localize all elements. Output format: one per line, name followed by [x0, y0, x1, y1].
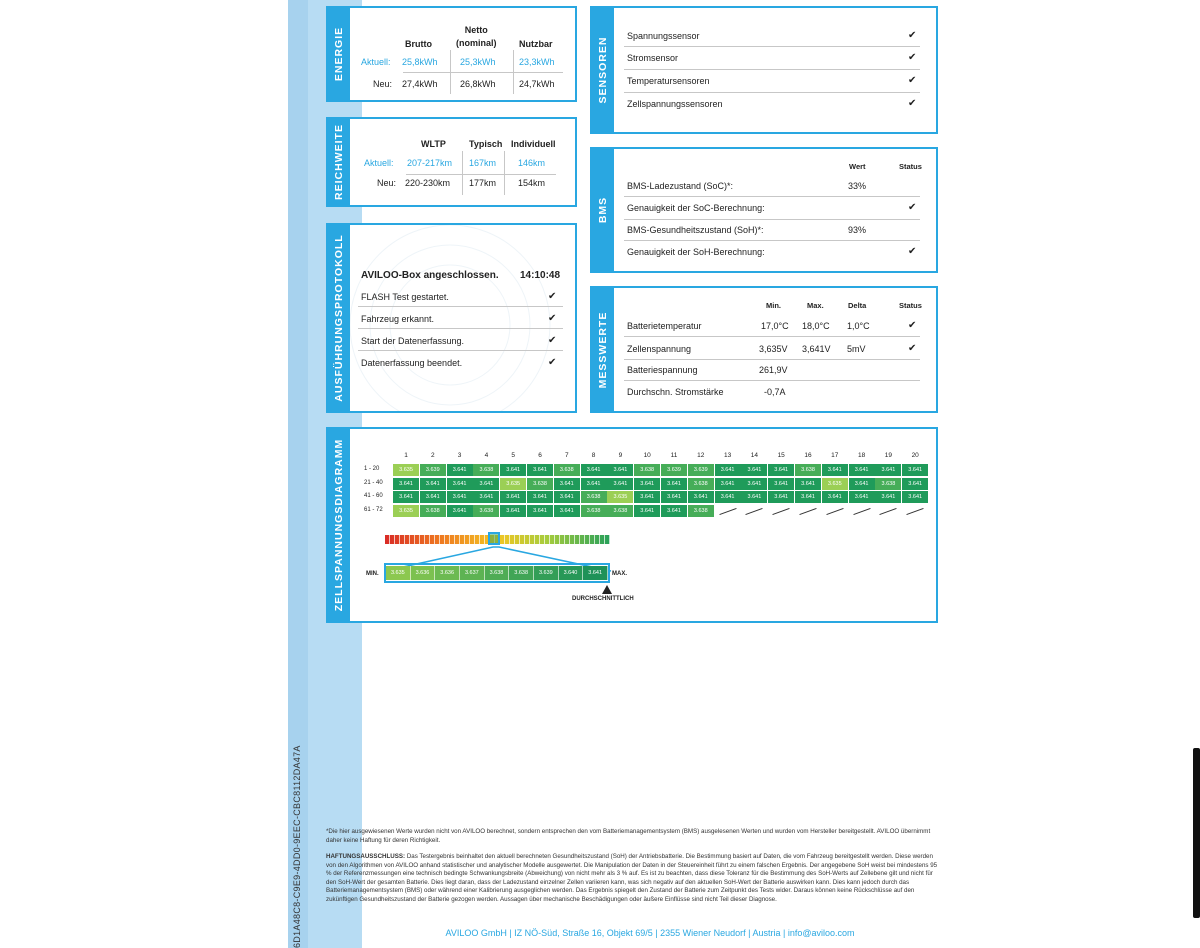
zoomed-scale [384, 563, 610, 583]
energie-panel [326, 6, 577, 102]
column-number: 15 [777, 452, 785, 459]
column-number: 7 [564, 452, 569, 459]
cell-voltage: 3.641 [447, 478, 473, 490]
cell-voltage: 3.641 [500, 464, 526, 476]
energie-neu-netto: 26,8kWh [460, 79, 496, 89]
reichweite-aktuell-typisch: 167km [469, 158, 497, 168]
cell-voltage: 3.641 [420, 491, 446, 503]
scale-cell: 3.637 [460, 566, 485, 580]
cell-voltage: 3.641 [473, 478, 499, 490]
cell-voltage: 3.635 [393, 505, 419, 517]
reichweite-panel [326, 117, 577, 207]
scale-cell: 3.638 [485, 566, 510, 580]
cell-voltage: 3.638 [688, 505, 714, 517]
bms-row-3-label: BMS-Gesundheitszustand (SoH)*: [627, 225, 764, 235]
cell-voltage: 3.641 [393, 491, 419, 503]
cell-voltage: 3.641 [902, 464, 928, 476]
sensor-item-3: Temperatursensoren [627, 76, 710, 86]
empty-cell-dash [799, 507, 816, 514]
reichweite-col-typisch: Typisch [469, 139, 503, 149]
cell-voltage: 3.641 [875, 464, 901, 476]
messwerte-row-1-min: 17,0°C [761, 321, 789, 331]
cell-voltage: 3.641 [420, 478, 446, 490]
cell-voltage: 3.638 [875, 478, 901, 490]
zellspannung-panel [326, 427, 938, 623]
messwerte-row-4-label: Durchschn. Stromstärke [627, 387, 724, 397]
check-icon: ✔ [548, 291, 557, 302]
cell-voltage: 3.641 [661, 478, 687, 490]
column-number: 17 [831, 452, 839, 459]
cell-voltage: 3.641 [500, 505, 526, 517]
empty-cell-dash [719, 507, 736, 514]
messwerte-row-2-min: 3,635V [759, 344, 788, 354]
bms-row-4-label: Genauigkeit der SoH-Berechnung: [627, 247, 765, 257]
cell-voltage: 3.635 [607, 491, 633, 503]
reichweite-neu-wltp: 220-230km [405, 178, 451, 188]
bms-row-1-label: BMS-Ladezustand (SoC)*: [627, 181, 734, 191]
check-icon: ✔ [548, 357, 557, 368]
cell-voltage: 3.641 [902, 478, 928, 490]
cell-voltage: 3.641 [607, 478, 633, 490]
cell-voltage: 3.641 [554, 478, 580, 490]
empty-cell-dash [907, 507, 924, 514]
messwerte-col-min: Min. [766, 301, 781, 310]
cell-voltage: 3.641 [849, 491, 875, 503]
check-icon: ✔ [908, 75, 917, 86]
max-label: MAX. [612, 571, 627, 577]
cell-voltage: 3.641 [688, 491, 714, 503]
cell-voltage: 3.638 [634, 464, 660, 476]
row-label: 1 - 20 [364, 466, 380, 472]
messwerte-row-2-delta: 5mV [847, 344, 866, 354]
reichweite-col-wltp: WLTP [421, 139, 446, 149]
column-number: 20 [911, 452, 919, 459]
sensoren-panel [590, 6, 938, 134]
column-number: 19 [884, 452, 892, 459]
sensor-item-1: Spannungssensor [627, 31, 700, 41]
cell-voltage: 3.639 [688, 464, 714, 476]
cell-voltage: 3.641 [715, 491, 741, 503]
cell-voltage: 3.641 [581, 478, 607, 490]
column-number: 4 [484, 452, 489, 459]
check-icon: ✔ [548, 313, 557, 324]
empty-cell-dash [880, 507, 897, 514]
energie-aktuell-netto: 25,3kWh [460, 57, 496, 67]
messwerte-col-status: Status [899, 301, 922, 310]
cell-voltage: 3.641 [795, 491, 821, 503]
cell-voltage: 3.641 [661, 491, 687, 503]
cell-voltage: 3.641 [741, 464, 767, 476]
messwerte-row-1-label: Batterietemperatur [627, 321, 702, 331]
average-label: DURCHSCHNITTLICH [572, 596, 634, 602]
column-number: 8 [591, 452, 596, 459]
column-number: 6 [538, 452, 542, 459]
document-id: 6D1A48C8-C9E9-4DD0-9EEC-CBC8112DA47A [292, 745, 302, 948]
cell-voltage: 3.641 [447, 491, 473, 503]
cell-voltage: 3.641 [768, 478, 794, 490]
row-label: 61 - 72 [364, 506, 383, 513]
column-number: 14 [750, 452, 758, 459]
cell-voltage: 3.638 [795, 464, 821, 476]
cell-voltage: 3.639 [420, 464, 446, 476]
energie-aktuell-brutto: 25,8kWh [402, 57, 438, 67]
row-label: 41 - 60 [364, 493, 383, 499]
cell-voltage: 3.641 [447, 464, 473, 476]
cell-voltage: 3.641 [473, 491, 499, 503]
empty-cell-dash [746, 507, 763, 514]
cell-voltage: 3.641 [902, 491, 928, 503]
energie-row-aktuell-label: Aktuell: [361, 57, 391, 67]
cell-voltage: 3.635 [393, 464, 419, 476]
sensor-item-2: Stromsensor [627, 53, 679, 63]
bms-row-1-wert: 33% [848, 181, 867, 191]
cell-voltage: 3.638 [688, 478, 714, 490]
bms-panel [590, 147, 938, 273]
protokoll-item-4: Datenerfassung beendet. [361, 358, 463, 368]
column-number: 18 [857, 452, 866, 459]
cell-voltage: 3.641 [500, 491, 526, 503]
cell-voltage: 3.635 [822, 478, 848, 490]
protokoll-time: 14:10:48 [520, 270, 561, 281]
haftung-text: Das Testergebnis beinhaltet den aktuell berechneten Gesundheitszustand (SoH) der Antriebsbatterie. Die Bestimmung basiert auf Daten, die vom Fahrzeug bereitgestellt werden. Diese werden von den Algorithmen von AVILOO anhand statistischer und analytischer Modelle ausgewertet. Die Manipulation der Daten in der Steuereinheit führt zu einem falschen Ergebnis. Der angegebene SoH weist bei mindestens 95 % der Referenzmessungen eine technisch bedingte Schwankungsbreite (Abweichung) von nicht mehr als 3 % auf. Es ist zu beachten, dass diese Toleranz für die Bestimmung des SoH-Werts auf Zellebene gilt und nicht für den SoH-Wert der gesamten Batterie. Dies liegt daran, dass der Ladezustand einzelner Zellen variieren kann, was sich negativ auf den aktuellen SoH-Wert der Batterie auswirken kann. Dies kann jedoch durch das Batteriemanagementsystem (BMS) oder während einer Kalibrierung ausgeglichen werden. Das Ergebnis spiegelt den Zustand der Batterie zum Zeitpunkt des Tests wider. Daraus können keine Rückschlüsse auf den zukünftigen Gesundheitszustand der Batterie gezogen werden. Aussagen über mechanische Beschädigungen oder äußere Einflüsse sind nicht Teil dieser Diagnose. [326, 853, 938, 903]
messwerte-row-1-delta: 1,0°C [847, 321, 870, 331]
messwerte-row-1-max: 18,0°C [802, 321, 830, 331]
messwerte-tag: MESSWERTE [592, 288, 614, 411]
cell-voltage: 3.641 [607, 464, 633, 476]
haftungsausschluss [326, 853, 938, 905]
cell-voltage: 3.641 [849, 478, 875, 490]
messwerte-row-2-label: Zellenspannung [627, 344, 692, 354]
cell-voltage: 3.641 [768, 464, 794, 476]
bms-row-3-wert: 93% [848, 225, 867, 235]
column-number: 12 [697, 452, 705, 459]
bms-footnote: *Die hier ausgewiesenen Werte wurden nicht von AVILOO berechnet, sondern entsprechen den vom Batteriemanagementsystem (BMS) ausgelesenen Werten und wurden vom Hersteller bereitgestellt. AVILOO übernimmt daher keine Haftung für deren Richtigkeit. [326, 828, 931, 844]
cell-voltage: 3.638 [473, 464, 499, 476]
cell-voltage: 3.641 [715, 464, 741, 476]
scale-cell: 3.636 [435, 566, 460, 580]
cell-voltage: 3.641 [661, 505, 687, 517]
energie-row-neu-label: Neu: [373, 79, 393, 89]
column-number: 9 [618, 452, 623, 459]
messwerte-row-2-max: 3,641V [802, 344, 831, 354]
cell-voltage: 3.641 [393, 478, 419, 490]
reichweite-row-aktuell-label: Aktuell: [364, 158, 394, 168]
cell-voltage: 3.641 [741, 478, 767, 490]
scale-cell: 3.641 [583, 566, 608, 580]
reichweite-aktuell-wltp: 207-217km [407, 158, 453, 168]
cell-voltage: 3.641 [849, 464, 875, 476]
check-icon: ✔ [908, 343, 917, 354]
messwerte-panel [590, 286, 938, 413]
cell-voltage: 3.641 [554, 505, 580, 517]
bms-col-wert: Wert [849, 162, 866, 171]
energie-col-brutto: Brutto [405, 39, 432, 49]
reichweite-col-individuell: Individuell [511, 139, 556, 149]
cell-voltage: 3.641 [554, 491, 580, 503]
column-number: 10 [643, 452, 651, 459]
zellspannung-tag: ZELLSPANNUNGSDIAGRAMM [328, 429, 350, 621]
cell-voltage: 3.638 [527, 478, 553, 490]
messwerte-row-3-label: Batteriespannung [627, 365, 698, 375]
protokoll-title: AVILOO-Box angeschlossen. [361, 270, 499, 281]
protokoll-panel [326, 223, 577, 413]
cell-voltage: 3.641 [634, 505, 660, 517]
reichweite-neu-individuell: 154km [518, 178, 546, 188]
scroll-handle[interactable] [1193, 748, 1200, 918]
energie-neu-nutzbar: 24,7kWh [519, 79, 555, 89]
cell-voltage: 3.641 [875, 491, 901, 503]
column-number: 2 [430, 452, 435, 459]
sensoren-tag: SENSOREN [592, 8, 614, 132]
cell-voltage: 3.638 [581, 491, 607, 503]
reichweite-aktuell-individuell: 146km [518, 158, 546, 168]
cell-voltage: 3.638 [581, 505, 607, 517]
bms-col-status: Status [899, 162, 922, 171]
protokoll-tag: AUSFÜHRUNGSPROTOKOLL [328, 225, 350, 411]
haftung-title: HAFTUNGSAUSSCHLUSS: [326, 853, 406, 860]
cell-voltage-grid [328, 429, 936, 621]
reichweite-row-neu-label: Neu: [377, 178, 397, 188]
scale-cell: 3.636 [411, 566, 436, 580]
cell-voltage: 3.641 [822, 464, 848, 476]
bms-tag: BMS [592, 149, 614, 271]
cell-voltage: 3.641 [822, 491, 848, 503]
cell-voltage: 3.641 [527, 491, 553, 503]
cell-voltage: 3.641 [634, 491, 660, 503]
empty-cell-dash [826, 507, 843, 514]
check-icon: ✔ [908, 30, 917, 41]
energie-tag: ENERGIE [328, 8, 350, 100]
cell-voltage: 3.635 [500, 478, 526, 490]
column-number: 16 [804, 452, 812, 459]
check-icon: ✔ [908, 246, 917, 257]
column-number: 3 [457, 452, 462, 459]
cell-voltage: 3.641 [527, 505, 553, 517]
scale-cell: 3.635 [386, 566, 411, 580]
cell-voltage: 3.641 [447, 505, 473, 517]
column-number: 5 [511, 452, 515, 459]
cell-voltage: 3.638 [420, 505, 446, 517]
reichweite-neu-typisch: 177km [469, 178, 497, 188]
column-number: 1 [404, 452, 408, 459]
cell-voltage: 3.641 [741, 491, 767, 503]
scale-cell: 3.640 [559, 566, 584, 580]
messwerte-col-delta: Delta [848, 301, 867, 310]
cell-voltage: 3.641 [634, 478, 660, 490]
cell-voltage: 3.638 [607, 505, 633, 517]
messwerte-col-max: Max. [807, 301, 824, 310]
protokoll-item-2: Fahrzeug erkannt. [361, 314, 435, 324]
protokoll-item-1: FLASH Test gestartet. [361, 292, 449, 302]
energie-col-nutzbar: Nutzbar [519, 39, 553, 49]
check-icon: ✔ [908, 52, 917, 63]
average-marker-icon [602, 585, 612, 594]
cell-voltage: 3.639 [661, 464, 687, 476]
cell-voltage: 3.641 [581, 464, 607, 476]
column-number: 11 [670, 452, 678, 459]
empty-cell-dash [773, 507, 790, 514]
check-icon: ✔ [548, 335, 557, 346]
check-icon: ✔ [908, 320, 917, 331]
check-icon: ✔ [908, 98, 917, 109]
scale-cell: 3.639 [534, 566, 559, 580]
row-label: 21 - 40 [364, 479, 383, 486]
messwerte-row-3-min: 261,9V [759, 365, 788, 375]
sensor-item-4: Zellspannungssensoren [627, 99, 723, 109]
company-footer: AVILOO GmbH | IZ NÖ-Süd, Straße 16, Objekt 69/5 | 2355 Wiener Neudorf | Austria | info@aviloo.com [445, 928, 855, 938]
energie-aktuell-nutzbar: 23,3kWh [519, 57, 555, 67]
cell-voltage: 3.638 [554, 464, 580, 476]
cell-voltage: 3.641 [795, 478, 821, 490]
check-icon: ✔ [908, 202, 917, 213]
cell-voltage: 3.641 [715, 478, 741, 490]
protokoll-item-3: Start der Datenerfassung. [361, 336, 465, 346]
bms-row-2-label: Genauigkeit der SoC-Berechnung: [627, 203, 765, 213]
energie-col-netto: Netto (nominal) [456, 25, 497, 48]
min-label: MIN. [366, 571, 379, 577]
cell-voltage: 3.638 [473, 505, 499, 517]
cell-voltage: 3.641 [768, 491, 794, 503]
messwerte-row-4-min: -0,7A [764, 387, 786, 397]
scale-cell: 3.638 [509, 566, 534, 580]
cell-voltage: 3.641 [527, 464, 553, 476]
empty-cell-dash [853, 507, 870, 514]
energie-neu-brutto: 27,4kWh [402, 79, 438, 89]
column-number: 13 [723, 452, 732, 459]
reichweite-tag: REICHWEITE [328, 119, 350, 205]
